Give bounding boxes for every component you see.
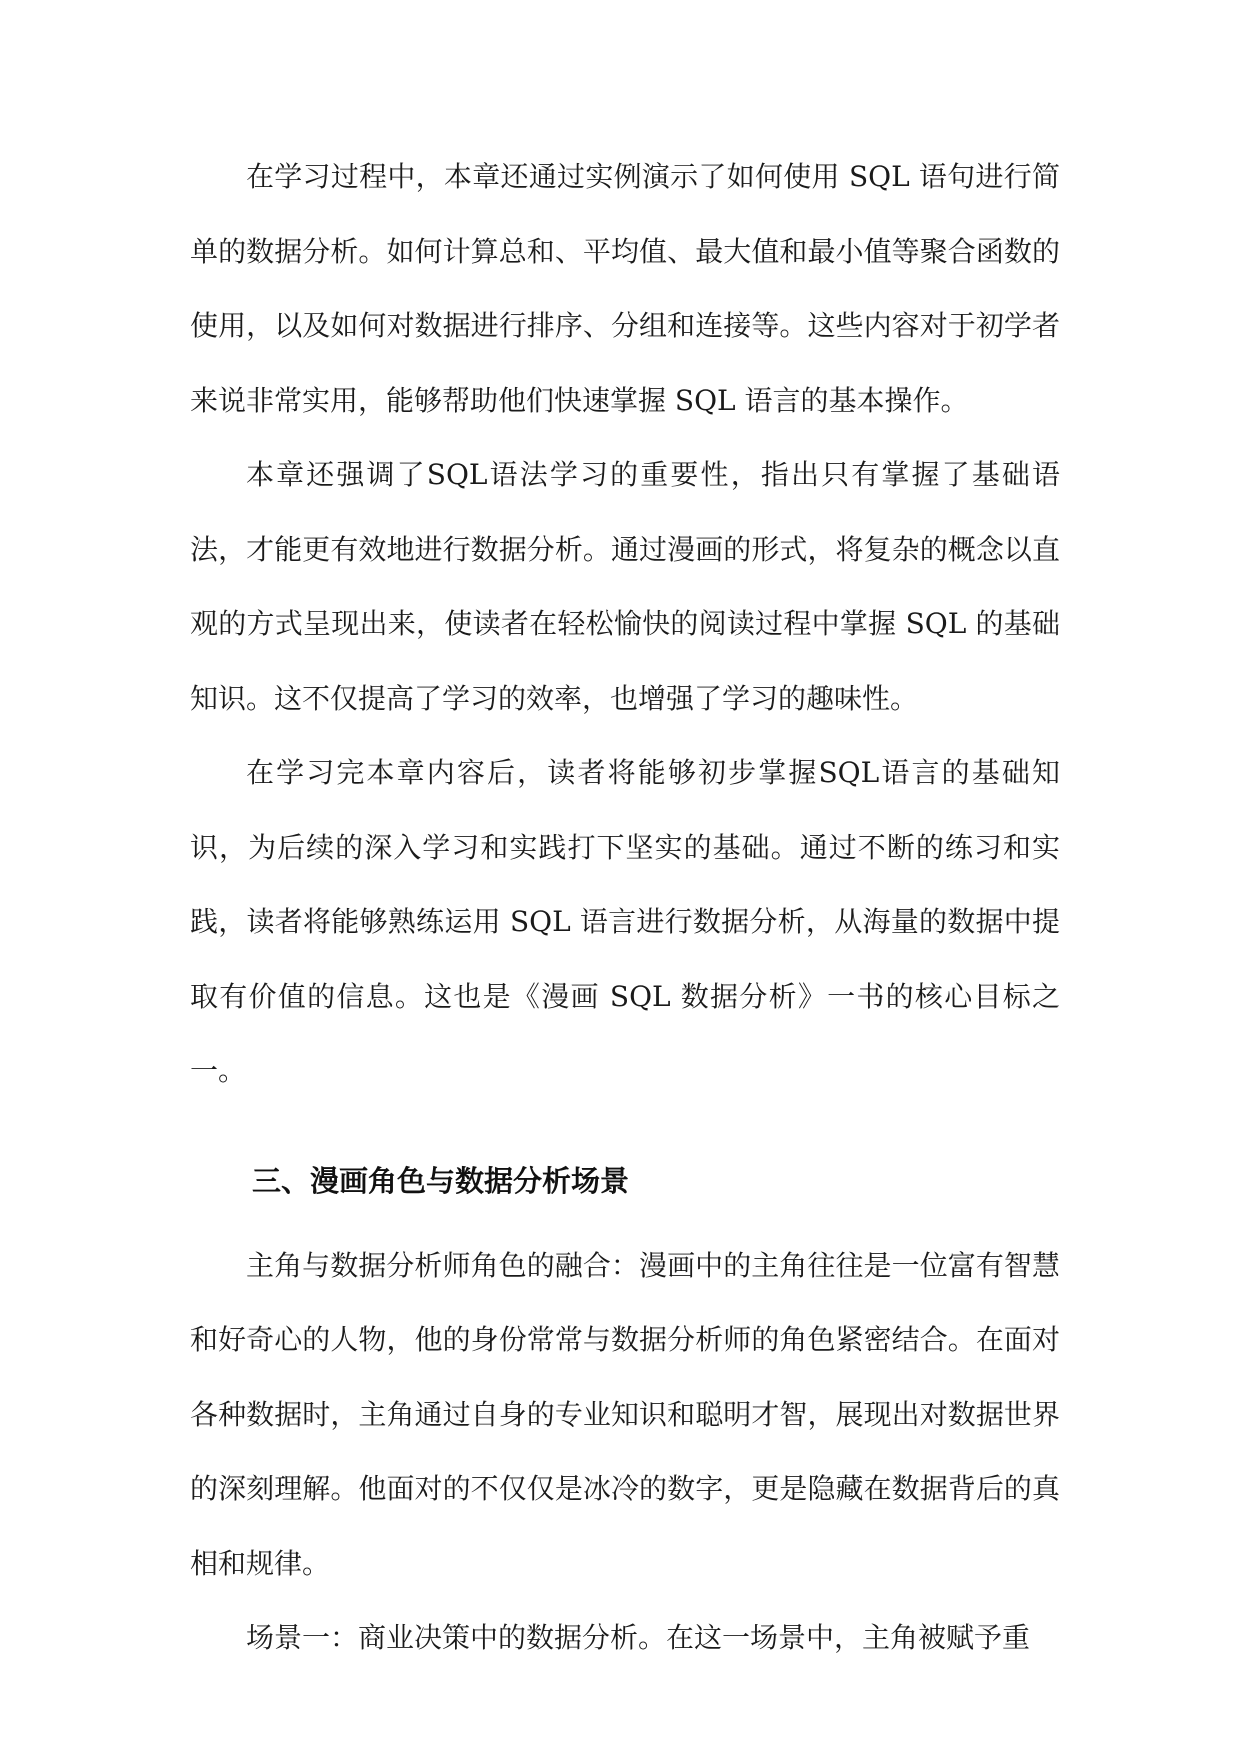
paragraph-chapter-outcome: 在学习完本章内容后，读者将能够初步掌握SQL语言的基础知识，为后续的深入学习和实践打下坚实的基础。通过不断的练习和实践，读者将能够熟练运用 SQL 语言进行数据分析，从海量的数据中提取有价值的信息。这也是《漫画 SQL 数据分析》一书的核心目标之一。 (190, 756, 1060, 1087)
paragraph-sql-examples: 在学习过程中，本章还通过实例演示了如何使用 SQL 语句进行简单的数据分析。如何计算总和、平均值、最大值和最小值等聚合函数的使用，以及如何对数据进行排序、分组和连接等。这些内容对于初学者来说非常实用，能够帮助他们快速掌握 SQL 语言的基本操作。 (190, 160, 1060, 417)
paragraph-scene-one: 场景一：商业决策中的数据分析。在这一场景中，主角被赋予重 (246, 1621, 1031, 1654)
paragraph-syntax-importance: 本章还强调了SQL语法学习的重要性，指出只有掌握了基础语法，才能更有效地进行数据分析。通过漫画的形式，将复杂的概念以直观的方式呈现出来，使读者在轻松愉快的阅读过程中掌握 SQL 的基础知识。这不仅提高了学习的效率，也增强了学习的趣味性。 (190, 458, 1060, 715)
paragraph-protagonist-role: 主角与数据分析师角色的融合：漫画中的主角往往是一位富有智慧和好奇心的人物，他的身份常常与数据分析师的角色紧密结合。在面对各种数据时，主角通过自身的专业知识和聪明才智，展现出对数据世界的深刻理解。他面对的不仅仅是冰冷的数字，更是隐藏在数据背后的真相和规律。 (190, 1248, 1060, 1580)
section-heading: 三、漫画角色与数据分析场景 (252, 1163, 630, 1198)
document-body (190, 140, 1060, 1676)
